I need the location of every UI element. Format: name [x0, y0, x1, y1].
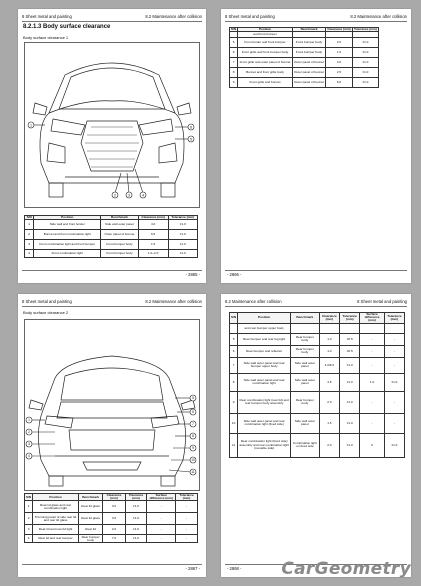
table-cell: ±1.0 — [352, 58, 378, 68]
callout-3: 3 — [128, 193, 130, 198]
table-cell: 2.0 — [319, 391, 340, 413]
col-position: Position — [238, 313, 291, 324]
table-cell: ±0.5 — [340, 345, 360, 357]
table-cell: 10 — [230, 413, 238, 433]
table-cell: 1 — [25, 501, 33, 513]
callout-5: 5 — [192, 396, 194, 401]
table-cell: 2.0 — [319, 433, 340, 457]
col-tolerance-2: Tolerance (mm) — [176, 494, 198, 501]
table-cell — [340, 323, 360, 333]
table-cell: Side wall outer panel and rear bumper upper body — [238, 357, 291, 373]
page-number: - 2866 - — [227, 272, 242, 277]
table-cell: Rear bumper body — [291, 333, 319, 345]
col-tolerance: Tolerance (mm) — [353, 27, 377, 31]
table-cell: ±1.0 — [352, 78, 378, 88]
page-number: - 2865 - — [185, 272, 200, 277]
table-cell: Combination light on fixed side — [291, 433, 319, 457]
table-cell: Front combination light — [34, 250, 101, 258]
table-cell: - — [384, 357, 404, 373]
table-cell: 4.5 — [319, 373, 340, 391]
table-cell: Side wall outer panel — [291, 357, 319, 373]
table-cell: Front grille and front bumper body — [238, 48, 293, 58]
callout-2: 2 — [28, 430, 30, 435]
table-cell: Side wall outer panel — [101, 220, 139, 230]
callout-11: 11 — [191, 470, 195, 475]
table-header-row — [25, 494, 198, 501]
table-row — [230, 323, 405, 333]
table-cell: 5 — [230, 38, 238, 48]
table-cell: ±1.0 — [352, 68, 378, 78]
col-benchmark: Benchmark — [291, 313, 319, 324]
table-cell: - — [360, 345, 385, 357]
header-left: 8 Sheet metal and painting — [225, 14, 275, 19]
table-cell: Front grille and bonnet — [238, 78, 293, 88]
table-cell: 0 — [360, 433, 385, 457]
figure-subtitle: Body surface clearance 1 — [23, 35, 69, 40]
table-cell: 1.0 — [360, 373, 385, 391]
table-cell: 2 — [25, 230, 34, 240]
table-cell — [384, 323, 404, 333]
table-cell: ±1.0 — [340, 357, 360, 373]
table-cell: Rear lid glass — [78, 501, 102, 513]
table-cell: 9 — [230, 78, 238, 88]
callout-6: 6 — [192, 410, 194, 415]
table-cell: 6.0 — [326, 78, 353, 88]
col-sn: S/N — [231, 27, 237, 31]
table-cell: - — [360, 357, 385, 373]
callout-6: 6 — [190, 125, 192, 130]
col-surface-difference: Surface difference (mm) — [147, 494, 176, 501]
col-sn: S/N — [230, 313, 238, 324]
table-cell: 1 — [25, 220, 34, 230]
table-cell: Rear bumper body — [291, 391, 319, 413]
table-cell: ±1.0 — [384, 373, 404, 391]
table-cell: 8 — [230, 68, 238, 78]
table-cell: ±1.0 — [125, 535, 147, 543]
table-cell: - — [176, 535, 198, 543]
table-cell: 11 — [230, 433, 238, 457]
table-cell: 6 — [230, 48, 238, 58]
table-row — [25, 250, 198, 258]
callout-1: 1 — [28, 418, 30, 423]
table-row — [230, 413, 405, 433]
col-position: Position — [238, 28, 293, 32]
table-row — [230, 68, 379, 78]
table-cell: Side wall outer panel and rear combination light (fixed side) — [238, 413, 291, 433]
table-cell: - — [360, 413, 385, 433]
page-header — [22, 298, 202, 307]
manual-page-2866 — [221, 9, 411, 283]
table-cell: - — [176, 525, 198, 535]
table-row — [25, 501, 198, 513]
col-benchmark: Benchmark — [101, 216, 139, 220]
header-right: 8.2 Maintenance after collision — [145, 14, 202, 19]
callout-2: 2 — [114, 193, 116, 198]
table-cell: ±1.0 — [125, 525, 147, 535]
clearance-table-2 — [24, 493, 198, 543]
clearance-table-2-continued — [229, 312, 405, 458]
table-row — [230, 48, 379, 58]
manual-page-2868 — [221, 294, 411, 577]
table-cell: Rear bumper body — [78, 535, 102, 543]
manual-page-2865 — [18, 9, 206, 283]
page-number: - 2867 - — [185, 566, 200, 571]
page-number: - 2868 - — [227, 566, 242, 571]
section-title: 8.2.1.3 Body surface clearance — [23, 24, 111, 30]
page-header — [225, 13, 407, 22]
table-cell: 1.0~2.0 — [138, 250, 168, 258]
front-view-figure — [24, 42, 200, 208]
col-clearance: Clearance (mm) — [327, 27, 351, 31]
table-cell: 2.0 — [326, 38, 353, 48]
table-cell: Front bumper body — [101, 250, 139, 258]
table-cell: Outer panel of bonnet — [292, 58, 325, 68]
table-row — [230, 391, 405, 413]
table-row — [25, 220, 198, 230]
table-cell: Rear lid and rear lid light — [33, 525, 79, 535]
table-cell: Side wall outer panel — [291, 413, 319, 433]
table-row — [230, 38, 379, 48]
header-left: 8.2 Maintenance after collision — [225, 299, 282, 304]
table-cell: ±1.0 — [352, 48, 378, 58]
table-row — [230, 78, 379, 88]
table-cell — [291, 323, 319, 333]
col-surface-difference: Surface difference (mm) — [360, 313, 385, 324]
table-cell: 7 — [230, 58, 238, 68]
table-cell: 2 — [25, 513, 33, 525]
table-cell: Bonnet and front grille body — [238, 68, 293, 78]
col-benchmark: Benchmark — [292, 28, 325, 32]
col-tolerance-2: Tolerance (mm) — [384, 313, 404, 324]
table-cell: - — [147, 513, 176, 525]
table-cell: ±1.0 — [168, 220, 197, 230]
page-footer — [22, 270, 202, 279]
table-cell: - — [176, 501, 198, 513]
table-cell: Rear combination light (rear lid) and rear bumper body assembly — [238, 391, 291, 413]
col-clearance: Clearance (mm) — [138, 216, 168, 220]
table-cell: ±1.0 — [125, 513, 147, 525]
table-cell: - — [384, 333, 404, 345]
table-cell: ±1.0 — [168, 250, 197, 258]
table-row — [25, 525, 198, 535]
page-footer — [22, 564, 202, 573]
table-cell: Rear bumper and rear fog light — [238, 333, 291, 345]
table-cell: 4.0 — [326, 58, 353, 68]
table-cell: 5 — [230, 333, 238, 345]
table-cell: and rear bumper upper body — [238, 323, 291, 333]
col-sn: S/N — [25, 494, 33, 501]
table-cell: - — [360, 333, 385, 345]
table-cell: - — [384, 391, 404, 413]
page-footer — [225, 270, 407, 279]
table-cell: 2.0 — [103, 525, 125, 535]
callout-4: 4 — [28, 454, 30, 459]
table-cell: 7.0 — [103, 535, 125, 543]
table-cell: ±1.0 — [168, 240, 197, 250]
table-cell: Front bumper body — [292, 48, 325, 58]
clearance-table-1 — [24, 215, 198, 258]
table-cell — [230, 323, 238, 333]
table-row — [25, 535, 198, 543]
table-cell: Front fender and front bumper — [238, 38, 293, 48]
page-header — [225, 298, 407, 307]
col-tolerance: Tolerance (mm) — [340, 313, 360, 324]
table-cell: 1.0 — [319, 333, 340, 345]
table-cell: 3.0 — [103, 513, 125, 525]
table-cell: Rear lid glass and rear combination light — [33, 501, 79, 513]
callout-1: 1 — [30, 123, 32, 128]
table-cell: 2.5 — [326, 68, 353, 78]
table-cell: 4.0 — [138, 220, 168, 230]
table-cell: 6.5 — [138, 230, 168, 240]
table-row — [25, 230, 198, 240]
table-cell: Outer panel of bonnet — [292, 68, 325, 78]
figure-subtitle: Body surface clearance 2 — [23, 310, 69, 315]
table-cell: - — [147, 525, 176, 535]
table-cell: 3 — [25, 525, 33, 535]
col-position: Position — [34, 216, 101, 220]
table-cell: ±1.0 — [340, 391, 360, 413]
header-right: 8.2 Maintenance after collision — [145, 299, 202, 304]
table-cell: - — [176, 513, 198, 525]
table-cell: 7 — [230, 357, 238, 373]
col-tolerance: Tolerance (mm) — [125, 494, 147, 501]
table-cell: 1.5 — [138, 240, 168, 250]
table-cell: Rear lid glass — [78, 513, 102, 525]
table-row — [230, 373, 405, 391]
table-cell: Outer panel of bonnet — [292, 78, 325, 88]
table-cell: Rear lid — [78, 525, 102, 535]
table-cell: 1.0 — [319, 345, 340, 357]
header-left: 8 Sheet metal and painting — [22, 14, 72, 19]
table-cell — [360, 323, 385, 333]
table-row — [230, 357, 405, 373]
table-cell: and front bumper — [238, 32, 293, 38]
col-clearance: Clearance (mm) — [103, 494, 125, 501]
table-cell: ±0.5 — [340, 333, 360, 345]
table-cell: Rear lid and rear bumper — [33, 535, 79, 543]
table-cell: Trimming panel of side rear lid and rear lid glass — [33, 513, 79, 525]
table-cell: 4 — [25, 250, 34, 258]
table-header-row — [230, 313, 405, 324]
table-cell: ±1.0 — [125, 501, 147, 513]
callout-9: 9 — [192, 446, 194, 451]
table-cell: Rear bumper and reflector — [238, 345, 291, 357]
table-cell: Front grille and outer panel of bonnet — [238, 58, 293, 68]
table-cell: ±1.0 — [168, 230, 197, 240]
callout-3: 3 — [28, 442, 30, 447]
table-cell: ±1.0 — [340, 373, 360, 391]
table-cell: Rear combination light (fixed side) assembly and rear combination light (movable side) — [238, 433, 291, 457]
table-cell: 3.0 — [103, 501, 125, 513]
watermark-text: CarGeometry — [281, 559, 411, 579]
header-right: 8 Sheet metal and painting — [357, 299, 407, 304]
table-row — [25, 240, 198, 250]
table-cell: Front combination light and front bumper — [34, 240, 101, 250]
table-cell: - — [360, 391, 385, 413]
table-row — [230, 58, 379, 68]
table-cell: ±1.0 — [340, 413, 360, 433]
header-left: 8 Sheet metal and painting — [22, 299, 72, 304]
header-right: 8.2 Maintenance after collision — [350, 14, 407, 19]
car-rear-drawing — [25, 320, 199, 490]
callout-5: 5 — [190, 137, 192, 142]
table-cell: ±1.0 — [384, 433, 404, 457]
col-benchmark: Benchmark — [78, 494, 102, 501]
callout-7: 7 — [192, 422, 194, 427]
col-position: Position — [33, 494, 79, 501]
col-clearance: Clearance (mm) — [319, 313, 340, 324]
page-header — [22, 13, 202, 22]
callout-8: 8 — [192, 434, 194, 439]
table-cell: 1.0 — [326, 48, 353, 58]
table-cell: Side wall and front fender — [34, 220, 101, 230]
rear-view-figure — [24, 319, 200, 491]
table-cell: Side wall outer panel and rear combination light — [238, 373, 291, 391]
watermark-logo — [195, 559, 411, 583]
table-cell: 1.5 — [319, 413, 340, 433]
table-cell: - — [147, 501, 176, 513]
col-tolerance: Tolerance (mm) — [168, 216, 197, 220]
callout-4: 4 — [142, 193, 144, 198]
table-cell: ±1.0 — [352, 38, 378, 48]
table-row — [230, 433, 405, 457]
col-sn: S/N — [25, 216, 34, 220]
table-cell: 4.0/6.0 — [319, 357, 340, 373]
table-cell: 8 — [230, 373, 238, 391]
table-cell: - — [384, 345, 404, 357]
table-cell: Front bumper body — [101, 240, 139, 250]
table-row — [230, 345, 405, 357]
table-cell: 3 — [25, 240, 34, 250]
table-cell: 6 — [230, 345, 238, 357]
table-row — [25, 513, 198, 525]
callout-10: 10 — [191, 458, 195, 463]
table-cell: Outer panel of bonnet — [101, 230, 139, 240]
table-row — [230, 333, 405, 345]
table-cell: - — [147, 535, 176, 543]
table-cell: 9 — [230, 391, 238, 413]
table-cell: ±1.0 — [340, 433, 360, 457]
manual-page-2867 — [18, 294, 206, 577]
table-cell: Rear bumper body — [291, 345, 319, 357]
table-cell: Front bumper body — [292, 38, 325, 48]
car-front-drawing — [25, 43, 199, 207]
table-cell: Bonnet and front combination light — [34, 230, 101, 240]
table-cell: - — [384, 413, 404, 433]
table-cell — [319, 323, 340, 333]
table-cell: 4 — [25, 535, 33, 543]
table-cell: Side wall outer panel — [291, 373, 319, 391]
clearance-table-1-continued — [229, 27, 379, 88]
